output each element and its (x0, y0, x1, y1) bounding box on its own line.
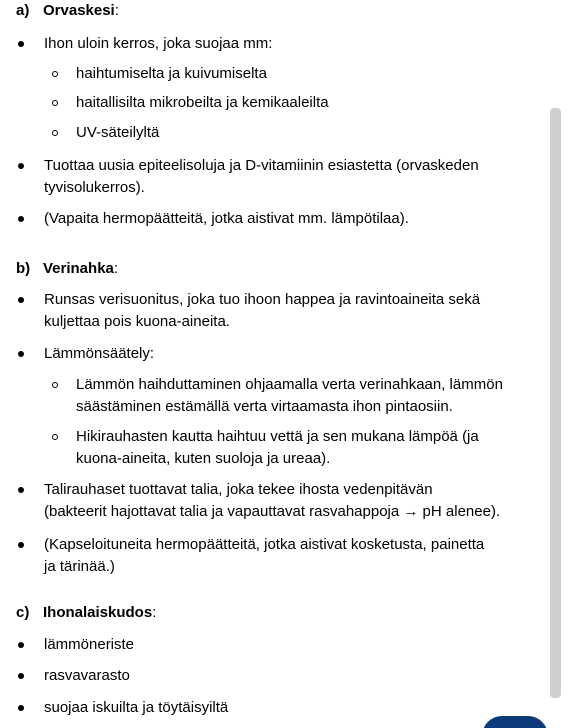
sub-bullet-text: UV-säteilyltä (76, 124, 160, 141)
sub-bullet-icon (52, 434, 58, 440)
bullet-text: suojaa iskuilta ja töytäisyiltä (44, 699, 229, 716)
heading-colon: : (113, 260, 119, 277)
bullet-icon (18, 705, 24, 711)
heading-term: Verinahka (43, 260, 114, 277)
bullet-icon (18, 487, 24, 493)
bullet-text-continuation: kuljettaa pois kuona-aineita. (44, 313, 230, 330)
bullet-text: rasvavarasto (44, 667, 130, 684)
bullet-text-continuation: (bakteerit hajottavat talia ja vapauttavat rasvahappoja → pH alenee). (44, 503, 501, 520)
scrollbar-thumb[interactable] (550, 108, 561, 698)
bullet-text: lämmöneriste (44, 636, 135, 653)
bullet-icon (18, 642, 24, 648)
heading-letter: b) (16, 260, 31, 277)
bullet-icon (18, 297, 24, 303)
heading-colon: : (114, 2, 119, 19)
bullet-icon (18, 542, 24, 548)
bullet-text: (Kapseloituneita hermopäätteitä, jotka aistivat kosketusta, painetta (44, 536, 485, 553)
sub-bullet-text: Hikirauhasten kautta haihtuu vettä ja sen mukana lämpöä (ja (76, 428, 479, 445)
bullet-text: Lämmönsäätely: (44, 345, 155, 362)
sub-bullet-text: Lämmön haihduttaminen ohjaamalla verta verinahkaan, lämmön (76, 376, 503, 393)
bullet-text-continuation: tyvisolukerros). (44, 179, 145, 196)
bullet-icon (18, 673, 24, 679)
heading-term: Orvaskesi (43, 2, 115, 19)
bullet-icon (18, 351, 24, 357)
heading-letter: a) (16, 2, 30, 19)
bullet-text: Tuottaa uusia epiteelisoluja ja D-vitamiinin esiastetta (orvaskeden (44, 157, 479, 174)
bullet-icon (18, 216, 24, 222)
sub-bullet-icon (52, 71, 58, 77)
sub-bullet-text: haihtumiselta ja kuivumiselta (76, 65, 267, 82)
bullet-text: Talirauhaset tuottavat talia, joka tekee ihosta vedenpitävän (44, 481, 433, 498)
chat-button[interactable] (482, 716, 548, 728)
bullet-text-continuation: ja tärinää.) (44, 558, 115, 575)
sub-bullet-text-continuation: kuona-aineita, kuten suoloja ja ureaa). (76, 450, 331, 467)
heading-orvaskesi (16, 0, 119, 22)
sub-bullet-icon (52, 130, 58, 136)
bullet-text: Ihon uloin kerros, joka suojaa mm: (44, 35, 273, 52)
bullet-text: (Vapaita hermopäätteitä, jotka aistivat mm. lämpötilaa). (44, 210, 409, 227)
bullet-text: Runsas verisuonitus, joka tuo ihoon happea ja ravintoaineita sekä (44, 291, 481, 308)
sub-bullet-icon (52, 382, 58, 388)
heading-letter: c) (16, 604, 30, 621)
sub-bullet-text: haitallisilta mikrobeilta ja kemikaaleilta (76, 94, 329, 111)
heading-term: Ihonalaiskudos (43, 604, 153, 621)
bullet-icon (18, 163, 24, 169)
heading-ihonalaiskudos (16, 602, 156, 624)
bullet-icon (18, 41, 24, 47)
heading-verinahka (16, 258, 118, 280)
heading-colon: : (152, 604, 157, 621)
sub-bullet-text-continuation: säästäminen estämällä verta virtaamasta ihon pintaosiin. (76, 398, 453, 415)
sub-bullet-icon (52, 100, 58, 106)
